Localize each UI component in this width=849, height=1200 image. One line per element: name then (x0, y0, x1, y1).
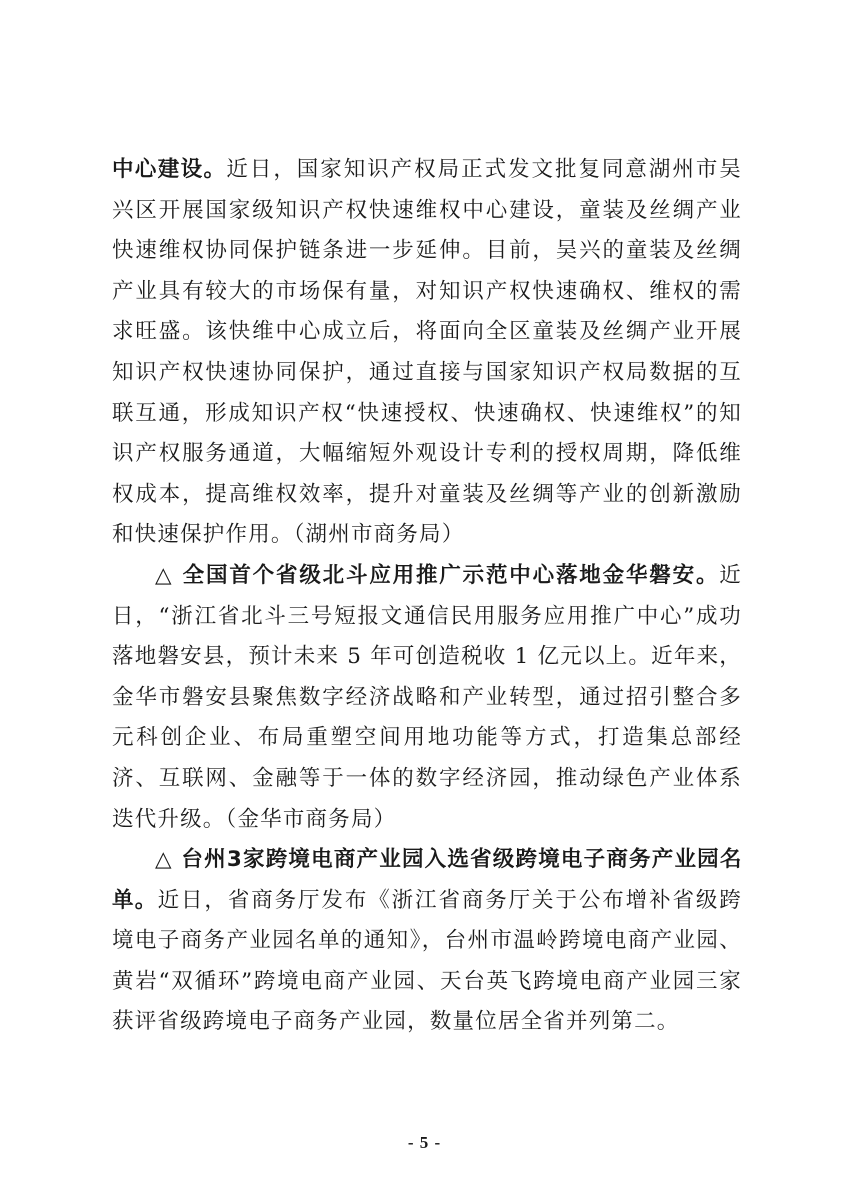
paragraph-taizhou-ecommerce-parks (112, 840, 742, 1043)
paragraph-beidou-center (112, 556, 742, 840)
paragraph-heading: △ 台州3家跨境电商产业园入选省级跨境电子商务产业园名单。 (112, 847, 742, 913)
paragraph-wuxing-ip-center (112, 150, 742, 556)
paragraph-body: 近日，“浙江省北斗三号短报文通信民用服务应用推广中心”成功落地磐安县，预计未来 5 年可创造税收 1 亿元以上。近年来，金华市磐安县聚焦数字经济战略和产业转型，通过招引整合多元科创企业、布局重塑空间用地功能等方式，打造集总部经济、互联网、金融等于一体的数字经济园，推动绿色产业体系迭代升级。（金华市商务局） (112, 562, 742, 832)
page-number: - 5 - (407, 1133, 442, 1152)
document-page (112, 150, 742, 1043)
paragraph-body: 近日，省商务厅发布《浙江省商务厅关于公布增补省级跨境电子商务产业园名单的通知》，台州市温岭跨境电商产业园、黄岩“双循环”跨境电商产业园、天台英飞跨境电商产业园三家获评省级跨境电子商务产业园，数量位居全省并列第二。 (112, 887, 742, 1035)
paragraph-body: 近日，国家知识产权局正式发文批复同意湖州市吴兴区开展国家级知识产权快速维权中心建设，童装及丝绸产业快速维权协同保护链条进一步延伸。目前，吴兴的童装及丝绸产业具有较大的市场保有量，对知识产权快速确权、维权的需求旺盛。该快维中心成立后，将面向全区童装及丝绸产业开展知识产权快速协同保护，通过直接与国家知识产权局数据的互联互通，形成知识产权“快速授权、快速确权、快速维权”的知识产权服务通道，大幅缩短外观设计专利的授权周期，降低维权成本，提高维权效率，提升对童装及丝绸等产业的创新激励和快速保护作用。（湖州市商务局） (112, 157, 742, 548)
paragraph-heading: 中心建设。 (112, 157, 227, 182)
paragraph-heading: △ 全国首个省级北斗应用推广示范中心落地金华磐安。 (155, 562, 720, 588)
